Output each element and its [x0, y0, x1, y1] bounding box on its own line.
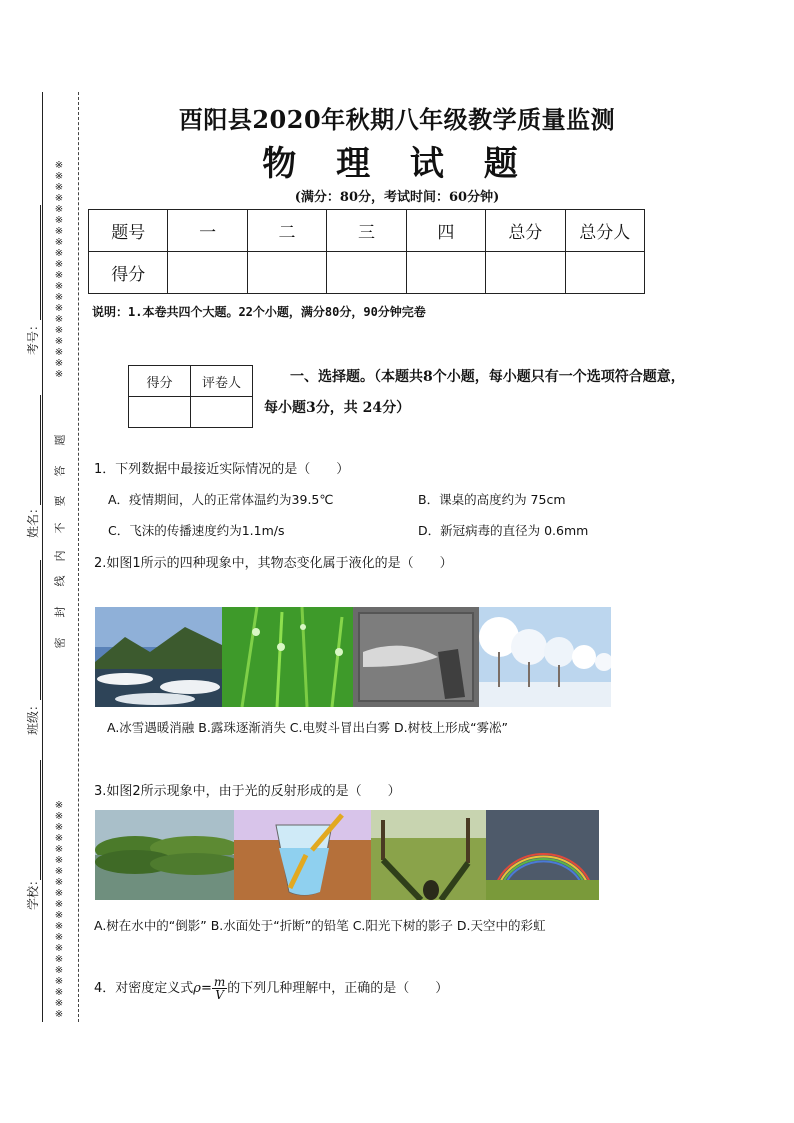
class-line	[40, 560, 41, 700]
question-2-stem: 2.如图1所示的四种现象中，其物态变化属于液化的是（ ）	[94, 556, 453, 571]
class-label: 班级：	[26, 698, 40, 735]
section-1-line2: 每小题3分，共 24分）	[264, 400, 411, 416]
score-cell[interactable]	[168, 252, 247, 294]
figure-2	[95, 810, 599, 900]
grader-header-cell: 得分	[129, 366, 191, 397]
score-cell[interactable]	[406, 252, 485, 294]
question-1-option-a: A．疫情期间，人的正常体温约为39.5℃	[108, 492, 334, 507]
score-cell[interactable]	[247, 252, 326, 294]
score-row-label: 得分	[89, 252, 168, 294]
rho-symbol: ρ	[193, 981, 201, 996]
exam-no-line	[40, 205, 41, 320]
question-4-suffix: 的下列几种理解中，正确的是（ ）	[227, 981, 449, 996]
seal-char: 题	[53, 434, 67, 446]
table-row	[89, 210, 645, 252]
question-2-options: A.冰雪遇暖消融 B.露珠逐渐消失 C.电熨斗冒出白雾 D.树枝上形成“雾凇”	[107, 720, 509, 735]
binding-stars-bottom: ※※※※※※※※※※※※※※※※※※※※	[54, 800, 64, 1020]
subject-title: 物 理 试 题	[262, 144, 532, 184]
question-1-option-d: D．新冠病毒的直径为 0.6mm	[418, 523, 589, 538]
section-1-line1: 一、选择题。（本题共8个小题，每小题只有一个选项符合题意，	[290, 369, 685, 385]
grader-header-cell: 评卷人	[191, 366, 253, 397]
school-label: 学校：	[26, 873, 40, 910]
pencil-in-water-image	[234, 810, 371, 900]
score-cell[interactable]	[486, 252, 565, 294]
score-header-cell: 一	[168, 210, 247, 252]
question-4-stem	[94, 976, 448, 1001]
score-header-cell: 总分	[486, 210, 565, 252]
seal-char: 要	[53, 495, 67, 507]
seal-char: 内	[53, 550, 67, 562]
table-row	[129, 366, 253, 397]
school-line	[40, 760, 41, 880]
question-1-stem: 1．下列数据中最接近实际情况的是（ ）	[94, 462, 350, 477]
exam-note: 说明：1.本卷共四个大题。22个小题，满分80分，90分钟完卷	[92, 305, 426, 319]
score-header-cell: 题号	[89, 210, 168, 252]
binding-solid-line	[42, 92, 43, 1022]
tree-shadow-image	[371, 810, 486, 900]
score-table	[88, 209, 645, 294]
melting-snow-image	[95, 607, 222, 707]
exam-title: 酉阳县2020年秋期八年级教学质量监测	[178, 105, 616, 134]
tree-reflection-image	[95, 810, 234, 900]
seal-char: 密	[53, 637, 67, 649]
seal-char: 答	[53, 465, 67, 477]
fraction-denominator: V	[215, 988, 224, 1002]
score-cell[interactable]	[565, 252, 644, 294]
iron-steam-image	[353, 607, 479, 707]
question-3-stem: 3.如图2所示现象中，由于光的反射形成的是（ ）	[94, 784, 401, 799]
question-1-option-b: B．课桌的高度约为 75cm	[418, 492, 566, 507]
dew-drops-image	[222, 607, 353, 707]
binding-dash-line	[78, 92, 79, 1022]
seal-char: 封	[53, 606, 67, 618]
question-3-options: A.树在水中的“倒影” B.水面处于“折断”的铅笔 C.阳光下树的影子 D.天空中的彩虹	[94, 918, 546, 933]
binding-stars-top: ※※※※※※※※※※※※※※※※※※※※	[54, 160, 64, 380]
grader-cell[interactable]	[191, 397, 253, 428]
fraction-numerator: m	[213, 975, 226, 989]
figure-1	[95, 607, 611, 707]
grader-table	[128, 365, 253, 428]
table-row	[129, 397, 253, 428]
score-header-cell: 二	[247, 210, 326, 252]
exam-no-label: 考号：	[26, 318, 40, 355]
equals-sign: =	[200, 981, 212, 996]
score-header-cell: 三	[327, 210, 406, 252]
rainbow-image	[486, 810, 599, 900]
score-header-cell: 四	[406, 210, 485, 252]
exam-subtitle: (满分：80分，考试时间：60分钟)	[294, 190, 500, 205]
question-4-prefix: 4．对密度定义式	[94, 981, 194, 996]
density-fraction	[212, 976, 227, 1001]
table-row	[89, 252, 645, 294]
rime-trees-image	[479, 607, 611, 707]
section-1-heading	[264, 362, 724, 424]
grader-cell[interactable]	[129, 397, 191, 428]
name-line	[40, 395, 41, 505]
question-1-option-c: C．飞沫的传播速度约为1.1m/s	[108, 523, 285, 538]
seal-char: 线	[53, 575, 67, 587]
score-cell[interactable]	[327, 252, 406, 294]
seal-char: 不	[53, 522, 67, 534]
score-header-cell: 总分人	[565, 210, 644, 252]
name-label: 姓名：	[26, 501, 40, 538]
